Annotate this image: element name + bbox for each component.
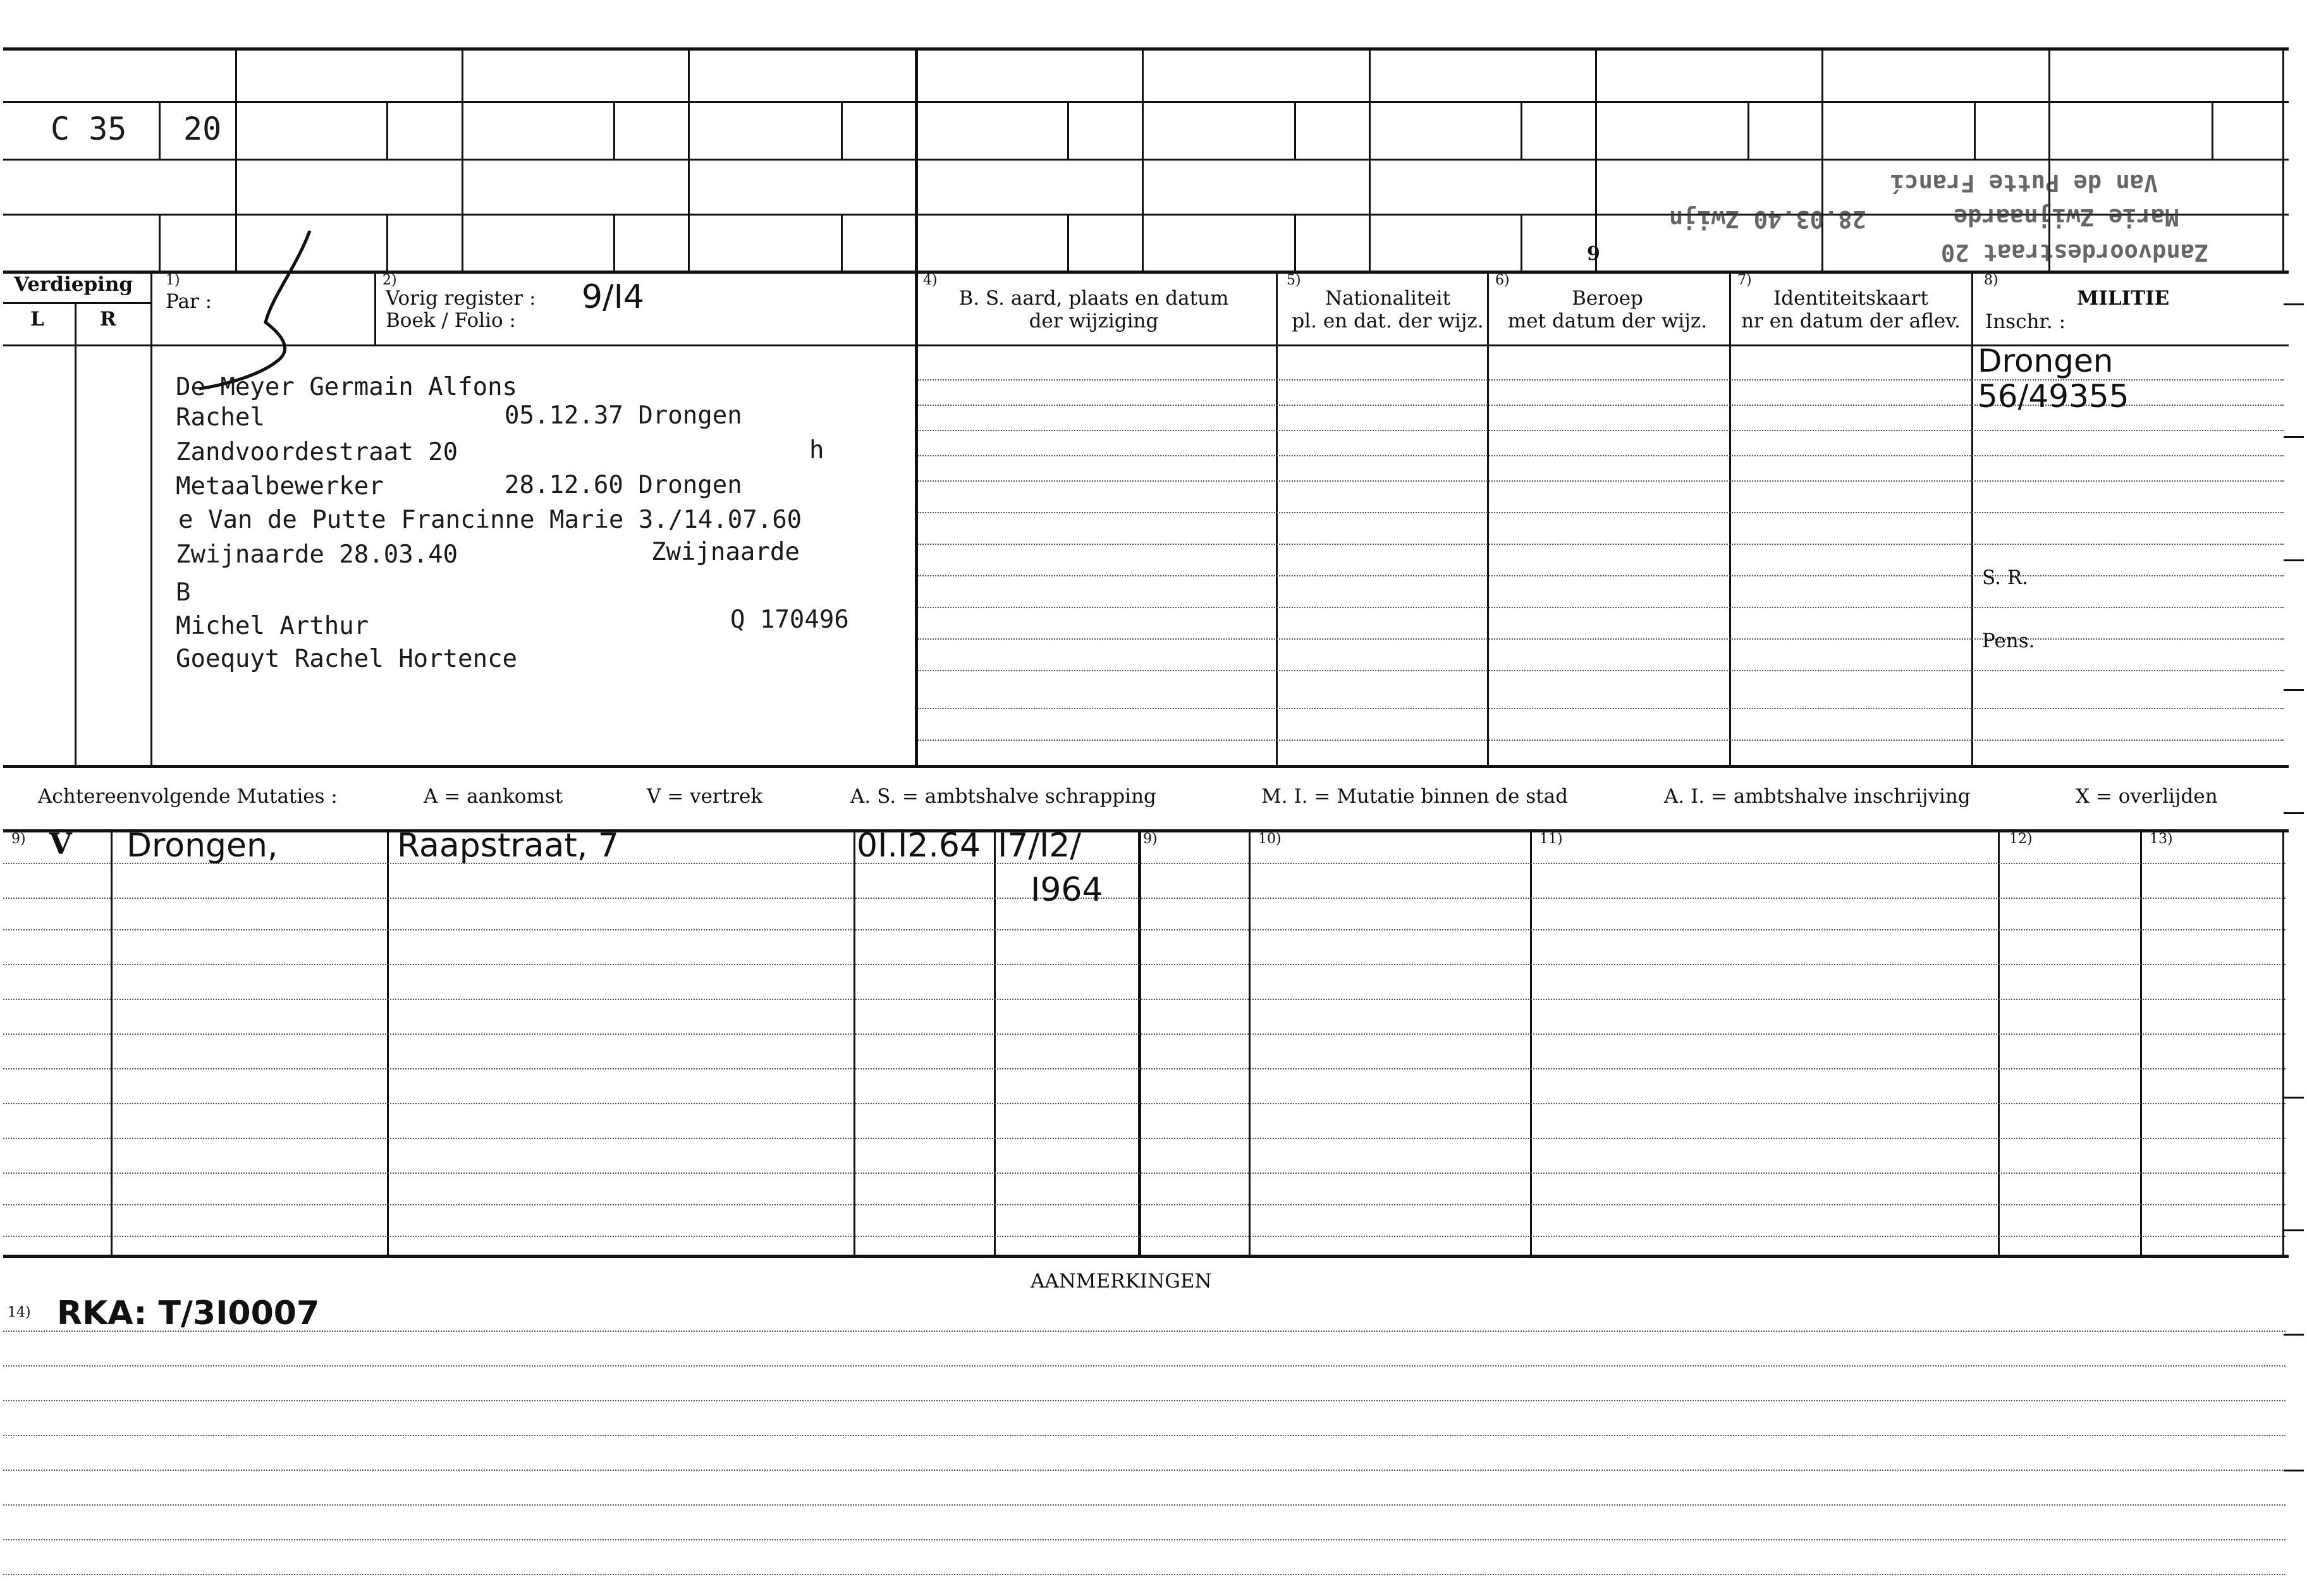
header-bottom-border bbox=[3, 344, 2289, 346]
mutation-col bbox=[994, 829, 996, 1255]
ruling-line bbox=[918, 740, 2284, 741]
mirror-stamp-date: 28.03.40 Zwijn bbox=[1669, 205, 1866, 233]
top-vline bbox=[462, 47, 463, 272]
top-vline-short bbox=[2212, 101, 2213, 159]
militie-number: 8) bbox=[1984, 272, 1998, 288]
mutation-row-line bbox=[3, 898, 2286, 899]
ruling-line bbox=[918, 480, 2284, 482]
remarks-line bbox=[3, 1400, 2286, 1401]
mutation-col bbox=[111, 829, 113, 1255]
mutation-col bbox=[2140, 829, 2142, 1255]
col-9b-number: 9) bbox=[1143, 831, 1158, 847]
legend-title: Achtereenvolgende Mutaties : bbox=[38, 785, 338, 808]
ruling-line bbox=[918, 544, 2284, 545]
ruling-line bbox=[918, 607, 2284, 608]
top-vline bbox=[688, 47, 690, 272]
mutation-type: V bbox=[49, 827, 72, 861]
top-vline-short bbox=[159, 101, 161, 159]
top-vline-short bbox=[1294, 214, 1296, 271]
col-vline bbox=[150, 271, 152, 765]
col-12-number: 12) bbox=[2009, 831, 2033, 847]
col-9-number: 9) bbox=[11, 831, 26, 847]
nat-header-line1: Nationaliteit bbox=[1325, 287, 1451, 310]
top-vline-short bbox=[159, 214, 161, 271]
household-mark: h bbox=[809, 436, 824, 465]
mirror-stamp-digit: 9 bbox=[1587, 243, 1600, 265]
mutation-street: Raapstraat, 7 bbox=[397, 827, 619, 865]
ruling-line bbox=[918, 638, 2284, 640]
nationality-code: B bbox=[176, 578, 191, 607]
militie-number-value: 56/49355 bbox=[1978, 378, 2129, 415]
col-vline bbox=[1487, 271, 1489, 765]
floor-right-label: R bbox=[100, 308, 116, 331]
vorig-number: 2) bbox=[382, 272, 397, 288]
remarks-text: RKA: T/3I0007 bbox=[57, 1294, 320, 1332]
top-vline-short bbox=[613, 101, 615, 159]
mirror-stamp-line2: Marie Zwijnaarde bbox=[1954, 204, 2179, 231]
mutation-row-line bbox=[3, 999, 2286, 1000]
mutation-row-line bbox=[3, 1138, 2286, 1139]
verdieping-divider bbox=[3, 302, 150, 304]
col-vline bbox=[374, 271, 376, 344]
mutation-date: 0I.I2.64 bbox=[857, 827, 981, 865]
remarks-line bbox=[3, 1504, 2286, 1506]
top-vline-short bbox=[841, 101, 843, 159]
mutation-reference-1: I7/I2/ bbox=[998, 827, 1081, 865]
remarks-line bbox=[3, 1365, 2286, 1367]
col-13-number: 13) bbox=[2150, 831, 2173, 847]
top-grid-line-1 bbox=[3, 101, 2289, 103]
top-vline-short bbox=[1067, 214, 1069, 271]
beroep-header bbox=[1489, 288, 1726, 332]
mutation-col bbox=[1998, 829, 2000, 1255]
mutation-place: Drongen, bbox=[126, 827, 278, 865]
id-number: 7) bbox=[1737, 272, 1752, 288]
mutation-col bbox=[387, 829, 389, 1255]
mutation-row-line bbox=[3, 929, 2286, 930]
body-bottom-border bbox=[3, 765, 2289, 768]
occupation-date-place: 28.12.60 Drongen bbox=[505, 471, 742, 499]
legend-aankomst: A = aankomst bbox=[424, 785, 563, 808]
col-vline bbox=[1971, 271, 1973, 765]
mutation-reference-2: I964 bbox=[1031, 871, 1103, 909]
legend-vertrek: V = vertrek bbox=[647, 785, 763, 808]
spouse-first-name: Rachel bbox=[176, 403, 265, 432]
mutation-row-line bbox=[3, 964, 2286, 965]
mutation-row-line bbox=[3, 1103, 2286, 1104]
top-grid-line-3 bbox=[3, 214, 2289, 216]
ruling-line bbox=[918, 512, 2284, 513]
edge-tick bbox=[2284, 303, 2304, 305]
par-number: 1) bbox=[166, 272, 180, 288]
edge-tick bbox=[2284, 689, 2304, 691]
parent-father: Michel Arthur bbox=[176, 612, 369, 640]
edge-tick bbox=[2284, 1470, 2304, 1471]
spouse-line: e Van de Putte Francinne Marie 3./14.07.60 bbox=[178, 506, 802, 534]
mutation-bottom-border bbox=[3, 1255, 2289, 1258]
pens-label: Pens. bbox=[1982, 630, 2035, 652]
col-10-number: 10) bbox=[1258, 831, 1282, 847]
militie-place: Drongen bbox=[1978, 343, 2114, 379]
top-vline-short bbox=[386, 101, 388, 159]
mutation-col bbox=[1530, 829, 1532, 1255]
remarks-line bbox=[3, 1331, 2286, 1332]
top-vline bbox=[1142, 47, 1144, 272]
edge-tick bbox=[2284, 436, 2304, 438]
edge-tick bbox=[2284, 1229, 2304, 1231]
person-name: De Meyer Germain Alfons bbox=[176, 373, 518, 401]
top-vline bbox=[1595, 47, 1597, 272]
remarks-title: AANMERKINGEN bbox=[1031, 1270, 1212, 1293]
militie-label: MILITIE bbox=[2077, 287, 2170, 310]
top-vline-short bbox=[1067, 101, 1069, 159]
top-vline-short bbox=[613, 214, 615, 271]
col-vline bbox=[915, 271, 918, 765]
mutation-row-line bbox=[3, 1033, 2286, 1035]
nat-header-line2: pl. en dat. der wijz. bbox=[1292, 309, 1484, 332]
floor-left-label: L bbox=[30, 308, 44, 331]
top-vline-short bbox=[1521, 101, 1522, 159]
vorig-register-value: 9/I4 bbox=[582, 278, 645, 316]
edge-tick bbox=[2284, 1097, 2304, 1099]
col-11-number: 11) bbox=[1539, 831, 1563, 847]
top-border bbox=[3, 47, 2289, 51]
beroep-number: 6) bbox=[1495, 272, 1510, 288]
ruling-line bbox=[918, 455, 2284, 456]
top-vline bbox=[915, 47, 918, 272]
address: Zandvoordestraat 20 bbox=[176, 438, 458, 466]
inschr-label: Inschr. : bbox=[1985, 310, 2066, 333]
bs-header bbox=[917, 288, 1271, 332]
boek-folio-label: Boek / Folio : bbox=[386, 309, 516, 332]
header-top-border bbox=[3, 271, 2289, 274]
bs-header-line1: B. S. aard, plaats en datum bbox=[958, 287, 1229, 310]
sr-label: S. R. bbox=[1982, 566, 2029, 589]
mirror-stamp-line3: Zandvoordestraat 20 bbox=[1941, 239, 2209, 266]
remarks-number: 14) bbox=[8, 1305, 31, 1320]
bs-header-line2: der wijziging bbox=[1029, 309, 1159, 332]
col-vline bbox=[1276, 271, 1278, 765]
remarks-line bbox=[3, 1574, 2286, 1575]
mutation-col bbox=[854, 829, 855, 1255]
top-vline-short bbox=[386, 214, 388, 271]
legend-ambtshalve-inschrijving: A. I. = ambtshalve inschrijving bbox=[1664, 785, 1971, 808]
nationaliteit-header bbox=[1277, 288, 1498, 332]
top-vline bbox=[2282, 47, 2284, 272]
legend-mutatie-stad: M. I. = Mutatie binnen de stad bbox=[1261, 785, 1569, 808]
remarks-line bbox=[3, 1435, 2286, 1436]
mutation-row-line bbox=[3, 1236, 2286, 1237]
edge-tick bbox=[2284, 1334, 2304, 1336]
parent-mother: Goequyt Rachel Hortence bbox=[176, 645, 518, 673]
bs-number: 4) bbox=[923, 272, 938, 288]
legend-overlijden: X = overlijden bbox=[2076, 785, 2218, 808]
handwritten-flourish bbox=[190, 228, 335, 392]
identiteitskaart-header bbox=[1729, 288, 1973, 332]
par-label: Par : bbox=[166, 290, 212, 313]
mutation-right-border bbox=[2282, 829, 2284, 1255]
ruling-line bbox=[918, 575, 2284, 576]
edge-tick bbox=[2284, 559, 2304, 561]
remarks-line bbox=[3, 1539, 2286, 1540]
top-vline bbox=[1369, 47, 1371, 272]
mirror-stamp-line1: Van de Putte Francí bbox=[1890, 169, 2158, 197]
vorig-register-label: Vorig register : bbox=[386, 287, 536, 310]
card-number: 20 bbox=[183, 111, 222, 147]
id-header-line1: Identiteitskaart bbox=[1773, 287, 1928, 310]
ruling-line bbox=[918, 670, 2284, 671]
nat-number: 5) bbox=[1287, 272, 1301, 288]
beroep-header-line2: met datum der wijz. bbox=[1507, 309, 1708, 332]
spouse-birthplace: Zwijnaarde bbox=[651, 538, 800, 566]
edge-tick bbox=[2284, 812, 2304, 814]
beroep-header-line1: Beroep bbox=[1572, 287, 1643, 310]
mutation-row-line bbox=[3, 1204, 2286, 1205]
mutation-row-line bbox=[3, 1068, 2286, 1069]
remarks-line bbox=[3, 1470, 2286, 1471]
id-header-line2: nr en datum der aflev. bbox=[1741, 309, 1961, 332]
mutation-row-line bbox=[3, 863, 2286, 864]
top-vline-short bbox=[1974, 101, 1976, 159]
occupation: Metaalbewerker bbox=[176, 472, 384, 501]
top-vline-short bbox=[1747, 101, 1749, 159]
card-code: C 35 bbox=[51, 111, 127, 147]
mutation-col bbox=[1249, 829, 1251, 1255]
verdieping-label: Verdieping bbox=[14, 273, 133, 296]
ruling-line bbox=[918, 708, 2284, 709]
mutation-col bbox=[1138, 829, 1141, 1255]
birth-date-place: 05.12.37 Drongen bbox=[505, 401, 742, 430]
mutation-row-line bbox=[3, 1173, 2286, 1174]
top-vline bbox=[2048, 47, 2050, 272]
top-vline-short bbox=[841, 214, 843, 271]
spouse-birth: Zwijnaarde 28.03.40 bbox=[176, 540, 458, 569]
top-vline-short bbox=[1294, 101, 1296, 159]
top-grid-line-2 bbox=[3, 159, 2289, 161]
top-vline-short bbox=[1521, 214, 1522, 271]
ruling-line bbox=[918, 430, 2284, 431]
top-vline bbox=[1821, 47, 1823, 272]
col-l-r-divider bbox=[75, 302, 76, 765]
col-vline bbox=[1729, 271, 1731, 765]
legend-ambtshalve-schrapping: A. S. = ambtshalve schrapping bbox=[850, 785, 1156, 808]
id-number-value: Q 170496 bbox=[730, 606, 849, 634]
